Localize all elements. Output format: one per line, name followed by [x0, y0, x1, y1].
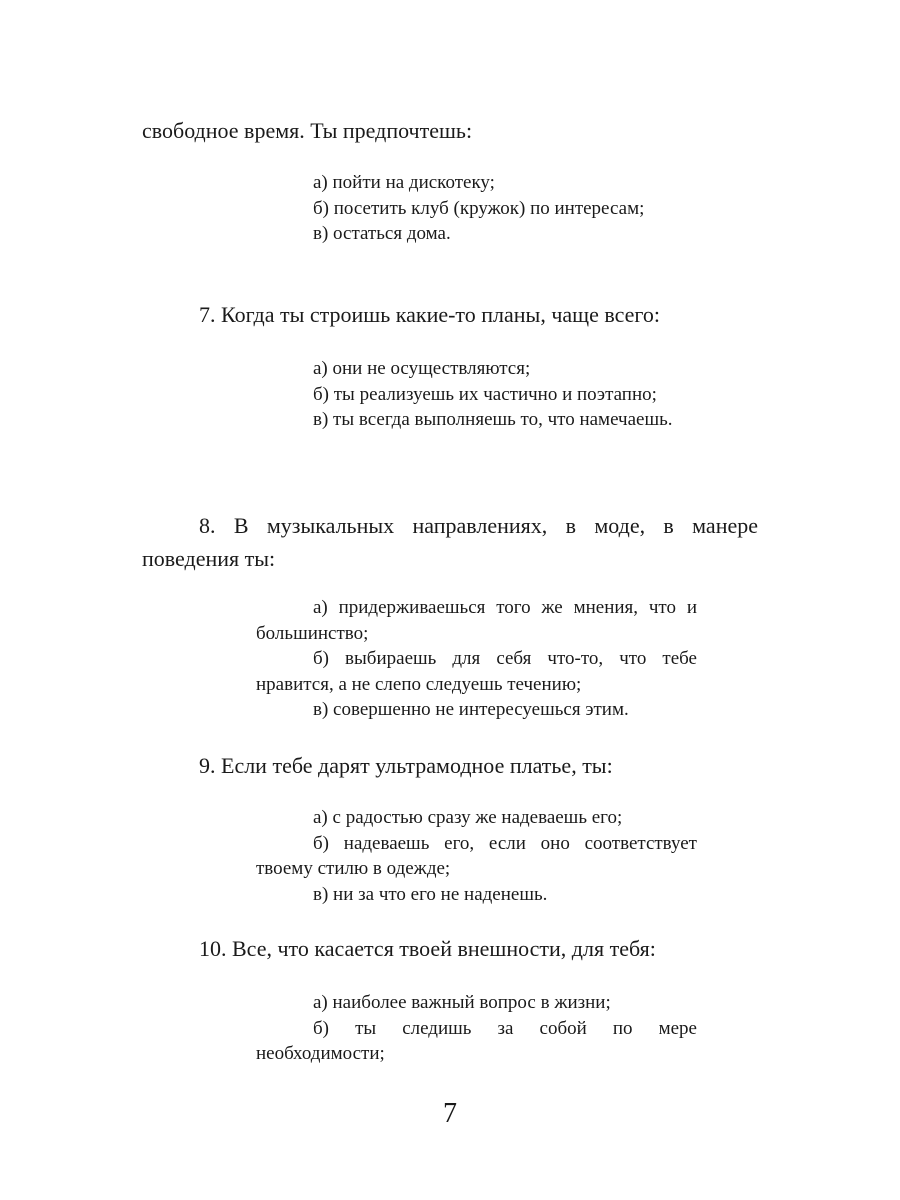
answer-option: а) пойти на дискотеку;: [313, 172, 495, 193]
question-6-continuation: свободное время. Ты предпочтешь:: [142, 118, 473, 143]
answer-option: б) посетить клуб (кружок) по интересам;: [313, 197, 645, 219]
question-10: 10. Все, что касается твоей внешности, для тебя:: [199, 936, 656, 961]
answer-option: б) выбираешь для себя что-то, что тебе нравится, а не слепо следуешь течению;: [256, 648, 697, 695]
answer-option: в) совершенно не интересуешься этим.: [313, 699, 629, 721]
answer-option: б) надеваешь его, если оно соответствует твоему стилю в одежде;: [256, 832, 697, 880]
question-9: 9. Если тебе дарят ультрамодное платье, ты:: [199, 753, 613, 778]
answer-option: в) остаться дома.: [313, 223, 451, 245]
question-6-options: [256, 170, 697, 247]
question-10-options: [256, 990, 697, 1067]
answer-option: б) ты реализуешь их частично и поэтапно;: [313, 383, 657, 405]
question-9-options: [256, 805, 697, 907]
question-8-options: [256, 595, 697, 723]
answer-option: а) с радостью сразу же надеваешь его;: [313, 807, 623, 828]
question-7-options: [256, 356, 697, 433]
answer-option: а) они не осуществляются;: [313, 358, 531, 379]
answer-option: б) ты следишь за собой по мере необходимости;: [256, 1017, 697, 1065]
page-number: 7: [443, 1098, 457, 1129]
question-7: 7. Когда ты строишь какие-то планы, чаще всего:: [199, 302, 661, 327]
answer-option: а) придерживаешься того же мнения, что и большинство;: [256, 597, 697, 644]
answer-option: в) ты всегда выполняешь то, что намечаешь.: [313, 409, 673, 431]
answer-option: а) наиболее важный вопрос в жизни;: [313, 992, 611, 1013]
question-8: 8. В музыкальных направлениях, в моде, в манере поведения ты:: [142, 513, 758, 571]
answer-option: в) ни за что его не наденешь.: [313, 883, 548, 905]
